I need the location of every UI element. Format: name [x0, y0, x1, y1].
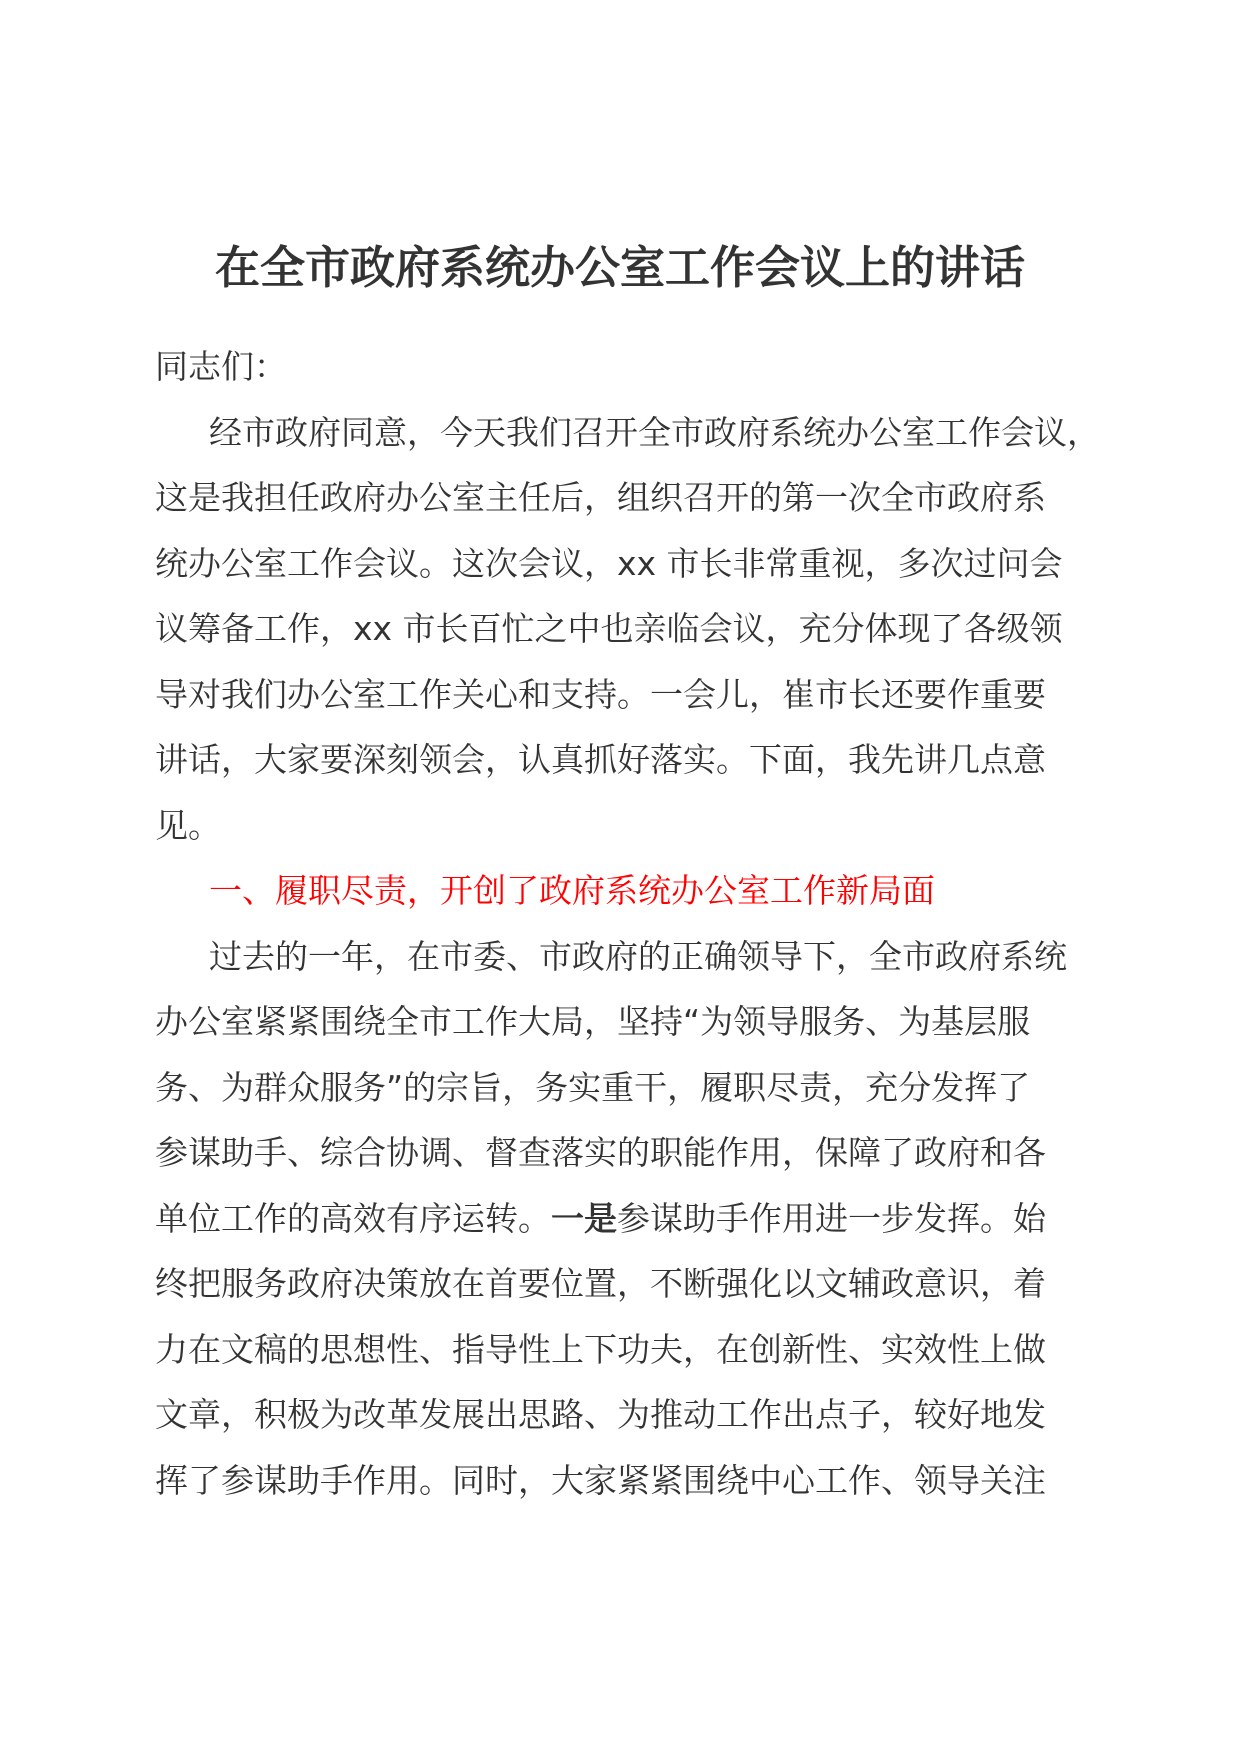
paragraph-line: 讲话，大家要深刻领会，认真抓好落实。下面，我先讲几点意: [155, 740, 1046, 779]
paragraph-line: 这是我担任政府办公室主任后，组织召开的第一次全市政府系: [155, 478, 1046, 517]
paragraph-line: 过去的一年，在市委、市政府的正确领导下，全市政府系统: [209, 936, 1067, 976]
paragraph-line: 办公室紧紧围绕全市工作大局，坚持“为领导服务、为基层服: [155, 1002, 1031, 1041]
document-title: 在全市政府系统办公室工作会议上的讲话: [214, 241, 1025, 294]
paragraph-line: 文章，积极为改革发展出思路、为推动工作出点子，较好地发: [155, 1395, 1046, 1434]
document-body: [155, 334, 1115, 1513]
paragraph-line: 务、为群众服务”的宗旨，务实重干，履职尽责，充分发挥了: [155, 1067, 1031, 1107]
line-text: 参谋助手作用进一步发挥。始: [617, 1198, 1046, 1238]
paragraph-line: 统办公室工作会议。这次会议，xx 市长非常重视，多次过问会: [155, 543, 1063, 583]
emphasis-text: 一是: [551, 1198, 617, 1238]
paragraph-line: 见。: [155, 805, 221, 845]
paragraph-line: 终把服务政府决策放在首要位置，不断强化以文辅政意识，着: [155, 1264, 1046, 1303]
paragraph-line: 议筹备工作，xx 市长百忙之中也亲临会议，充分体现了各级领: [155, 609, 1063, 648]
paragraph-line: 参谋助手、综合协调、督查落实的职能作用，保障了政府和各: [155, 1133, 1046, 1172]
paragraph-line-with-emphasis: [155, 1186, 1115, 1252]
line-text: 单位工作的高效有序运转。: [155, 1198, 551, 1238]
paragraph-line: 导对我们办公室工作关心和支持。一会儿，崔市长还要作重要: [155, 674, 1046, 714]
section-heading: 一、履职尽责，开创了政府系统办公室工作新局面: [209, 871, 935, 910]
paragraph-line: 力在文稿的思想性、指导性上下功夫，在创新性、实效性上做: [155, 1329, 1046, 1369]
salutation: 同志们：: [155, 347, 287, 386]
paragraph-line: 经市政府同意，今天我们召开全市政府系统办公室工作会议，: [209, 412, 1100, 452]
paragraph-line: 挥了参谋助手作用。同时，大家紧紧围绕中心工作、领导关注: [155, 1460, 1046, 1500]
